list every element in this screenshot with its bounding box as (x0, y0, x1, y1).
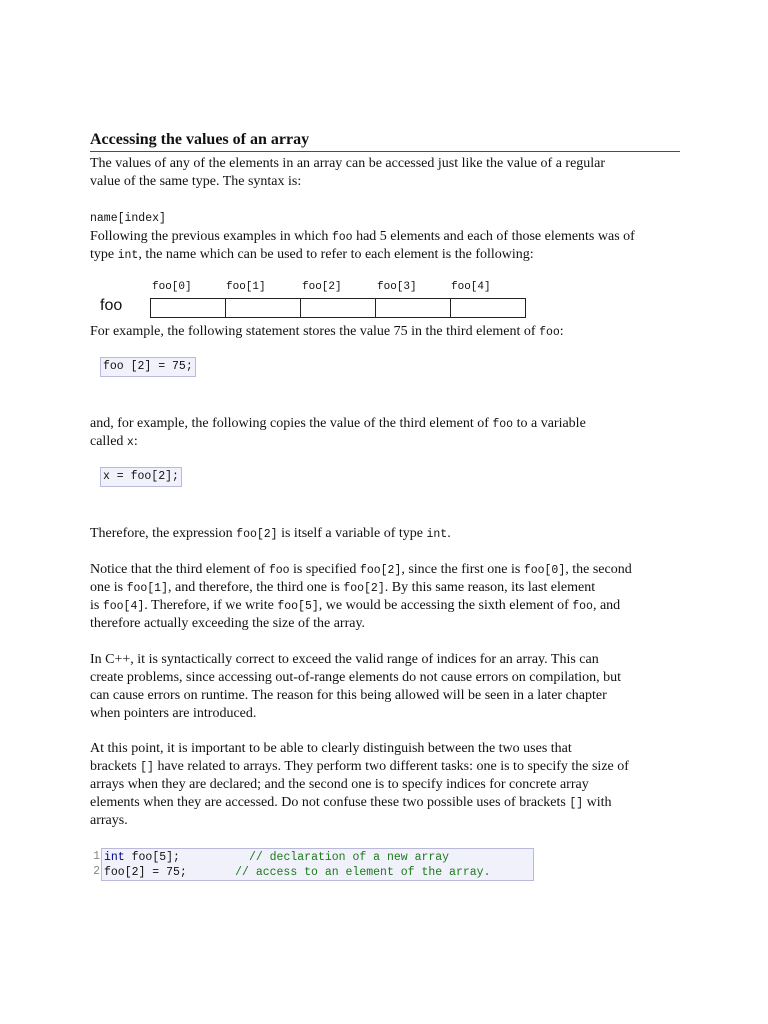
paragraph-line: In C++, it is syntactically correct to exceed the valid range of indices for an array. This can (90, 652, 599, 667)
array-index-label: foo[2] (302, 281, 342, 293)
paragraph-line: For example, the following statement stores the value 75 in the third element of foo: (90, 324, 564, 339)
syntax-code: name[index] (90, 212, 166, 225)
paragraph-line: The values of any of the elements in an array can be accessed just like the value of a regular (90, 156, 606, 171)
inline-code: [] (569, 797, 584, 810)
paragraph-line: Following the previous examples in which foo had 5 elements and each of those elements was of (90, 229, 635, 244)
inline-code: foo (331, 231, 353, 244)
inline-code: foo[2] (236, 528, 278, 541)
paragraph-line: called x: (90, 434, 138, 449)
code-example-store: foo [2] = 75; (100, 357, 196, 377)
code-comment: // declaration of a new array (248, 851, 450, 864)
inline-code: foo (572, 600, 593, 613)
array-diagram (150, 298, 526, 318)
inline-code: int (426, 528, 448, 541)
inline-code: foo (492, 418, 514, 431)
inline-code: foo[0] (523, 564, 566, 577)
paragraph-line: one is foo[1], and therefore, the third one is foo[2]. By this same reason, its last element (90, 580, 596, 595)
array-index-label: foo[0] (152, 281, 192, 293)
array-index-label: foo[3] (377, 281, 417, 293)
paragraph-line: is foo[4]. Therefore, if we write foo[5], we would be accessing the sixth element of foo, and (90, 598, 621, 613)
inline-code: [] (140, 761, 154, 774)
code-comment: // access to an element of the array. (235, 866, 491, 879)
inline-code: foo (539, 326, 560, 339)
array-cell (375, 298, 451, 318)
paragraph-line: create problems, since accessing out-of-range elements do not cause errors on compilation, but (90, 670, 622, 685)
line-number: 1 (93, 850, 100, 863)
array-name-label: foo (100, 297, 123, 314)
paragraph-line: can cause errors on runtime. The reason for this being allowed will be seen in a later chapter (90, 688, 607, 703)
paragraph-line: Notice that the third element of foo is specified foo[2], since the first one is foo[0], the second (90, 562, 632, 577)
paragraph-line: At this point, it is important to be able to clearly distinguish between the two uses that (90, 741, 572, 756)
inline-code: foo[4] (102, 600, 145, 613)
array-cell (300, 298, 376, 318)
paragraph-line: elements when they are accessed. Do not confuse these two possible uses of brackets [] with (90, 795, 612, 810)
paragraph-line: Therefore, the expression foo[2] is itself a variable of type int. (90, 526, 451, 541)
inline-code: foo[2] (359, 564, 402, 577)
array-cell (150, 298, 226, 318)
inline-code: x (126, 436, 134, 449)
code-example-copy: x = foo[2]; (100, 467, 182, 487)
paragraph-line: arrays when they are declared; and the second one is to specify indices for concrete array (90, 777, 589, 792)
array-index-label: foo[1] (226, 281, 266, 293)
paragraph-line: brackets [] have related to arrays. They perform two different tasks: one is to specify the size of (90, 759, 629, 774)
inline-code: foo[2] (343, 582, 385, 595)
code-line: int foo[5]; // declaration of a new array (104, 851, 450, 864)
inline-code: foo[5] (277, 600, 319, 613)
keyword: int (104, 851, 125, 864)
code-listing-body (101, 848, 534, 881)
inline-code: int (117, 249, 139, 262)
inline-code: foo (268, 564, 290, 577)
section-heading: Accessing the values of an array (90, 130, 680, 152)
array-index-label: foo[4] (451, 281, 491, 293)
array-cell (225, 298, 301, 318)
inline-code: foo[1] (126, 582, 168, 595)
array-cell (450, 298, 526, 318)
paragraph-line: therefore actually exceeding the size of the array. (90, 616, 366, 631)
line-numbers (88, 849, 100, 879)
code-line: foo[2] = 75; // access to an element of the array. (104, 866, 491, 879)
paragraph-line: value of the same type. The syntax is: (90, 174, 302, 189)
paragraph-line: arrays. (90, 813, 128, 828)
line-number: 2 (93, 865, 100, 878)
paragraph-line: type int, the name which can be used to refer to each element is the following: (90, 247, 534, 262)
paragraph-line: and, for example, the following copies the value of the third element of foo to a variable (90, 416, 586, 431)
paragraph-line: when pointers are introduced. (90, 706, 257, 721)
code-listing (88, 848, 534, 880)
